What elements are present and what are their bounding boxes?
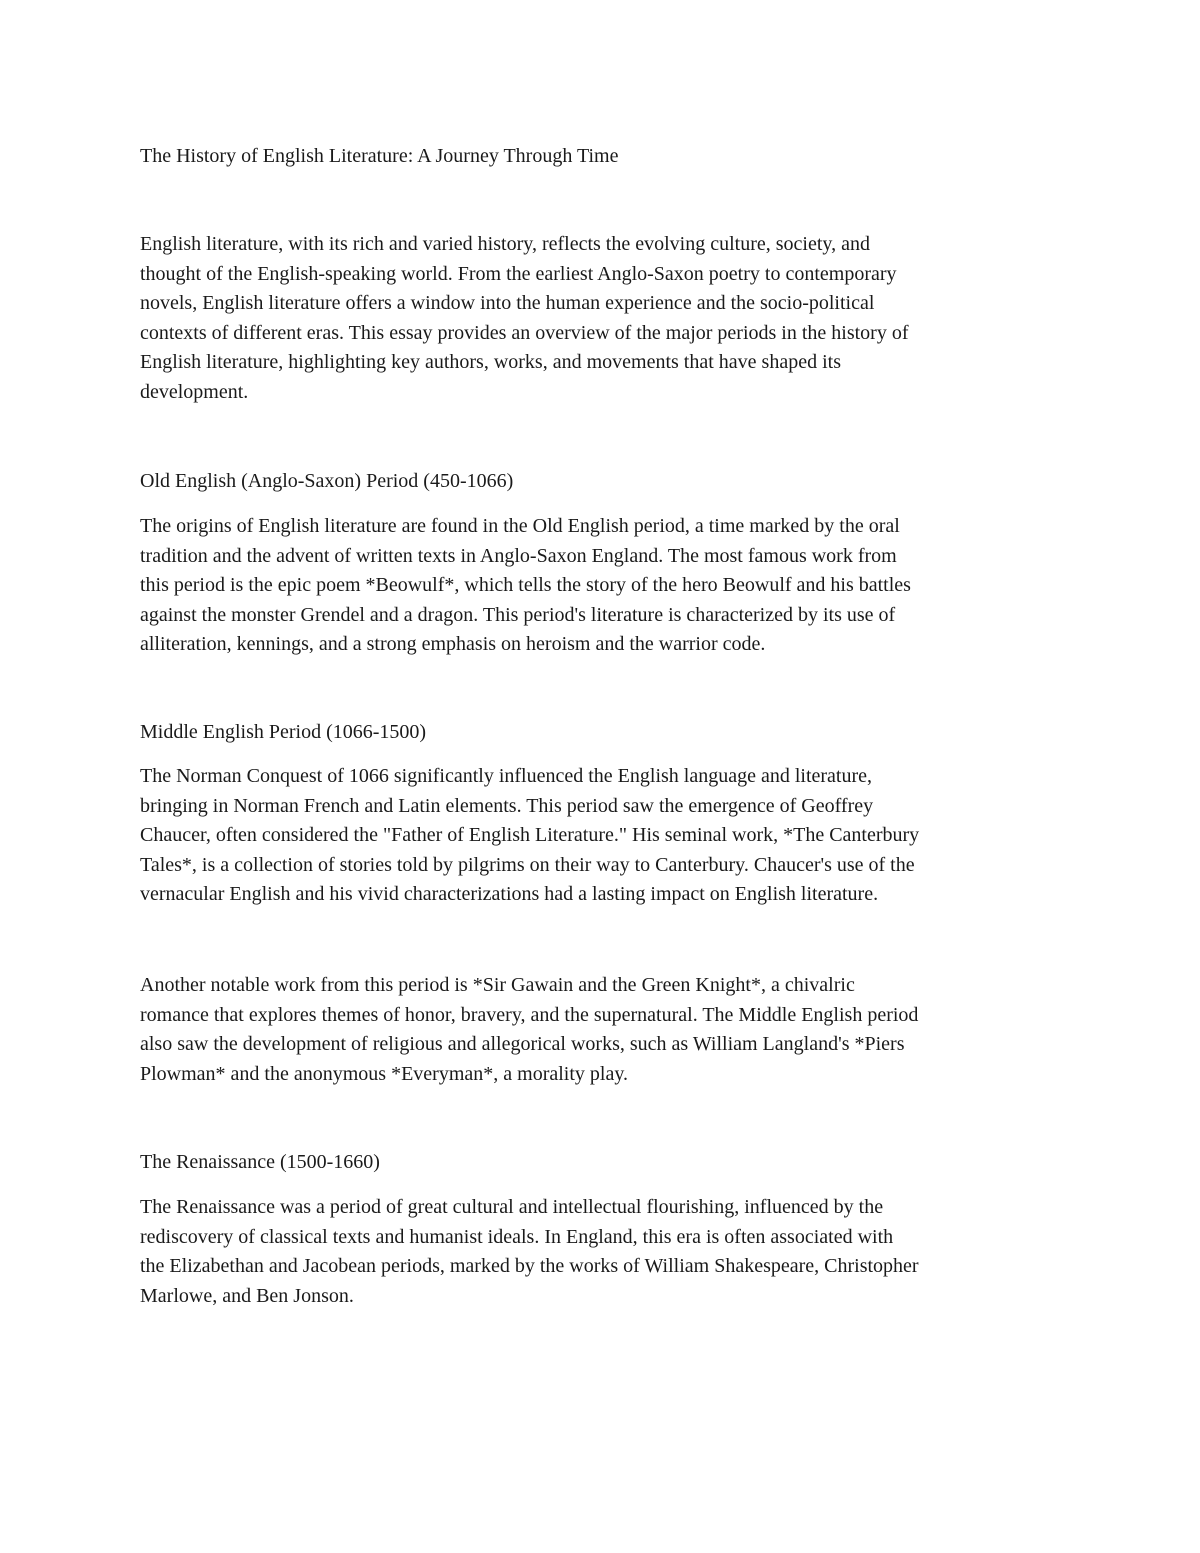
paragraph-line: thought of the English-speaking world. From the earliest Anglo-Saxon poetry to contemporary xyxy=(140,262,897,285)
paragraph-line: development. xyxy=(140,380,249,403)
section-heading-middle-english xyxy=(140,718,1070,748)
paragraph-line: Plowman* and the anonymous *Everyman*, a morality play. xyxy=(140,1062,629,1085)
paragraph-line: also saw the development of religious and allegorical works, such as William Langland's *Piers xyxy=(140,1033,905,1055)
paragraph-line: tradition and the advent of written texts in Anglo-Saxon England. The most famous work from xyxy=(140,544,897,567)
paragraph-line: vernacular English and his vivid characterizations had a lasting impact on English literature. xyxy=(140,883,879,905)
paragraph-line: Chaucer, often considered the "Father of English Literature." His seminal work, *The Canterbury xyxy=(140,824,920,846)
heading-line: Old English (Anglo-Saxon) Period (450-1066) xyxy=(140,470,514,492)
paragraph-line: The Renaissance was a period of great cultural and intellectual flourishing, influenced by the xyxy=(140,1196,884,1218)
section-heading-renaissance xyxy=(140,1148,1070,1178)
middle-english-paragraph-2 xyxy=(140,971,1070,1089)
paragraph-line: bringing in Norman French and Latin elements. This period saw the emergence of Geoffrey xyxy=(140,794,874,817)
heading-line: Middle English Period (1066-1500) xyxy=(140,721,427,743)
document-title xyxy=(140,142,1070,172)
title-line: The History of English Literature: A Journey Through Time xyxy=(140,145,619,167)
middle-english-paragraph-1 xyxy=(140,762,1070,910)
paragraph-line: Marlowe, and Ben Jonson. xyxy=(140,1284,354,1307)
paragraph-line: Tales*, is a collection of stories told by pilgrims on their way to Canterbury. Chaucer's use of the xyxy=(140,853,915,876)
paragraph-line: English literature, with its rich and varied history, reflects the evolving culture, society, and xyxy=(140,233,870,255)
paragraph-line: contexts of different eras. This essay provides an overview of the major periods in the history of xyxy=(140,321,909,344)
intro-paragraph xyxy=(140,230,1070,407)
paragraph-line: alliteration, kennings, and a strong emphasis on heroism and the warrior code. xyxy=(140,633,766,655)
renaissance-paragraph xyxy=(140,1193,1070,1311)
paragraph-line: English literature, highlighting key authors, works, and movements that have shaped its xyxy=(140,351,841,373)
paragraph-line: romance that explores themes of honor, bravery, and the supernatural. The Middle English period xyxy=(140,1003,919,1026)
paragraph-line: the Elizabethan and Jacobean periods, marked by the works of William Shakespeare, Christopher xyxy=(140,1255,919,1277)
section-heading-old-english xyxy=(140,467,1070,497)
paragraph-line: Another notable work from this period is *Sir Gawain and the Green Knight*, a chivalric xyxy=(140,974,855,996)
paragraph-line: rediscovery of classical texts and humanist ideals. In England, this era is often associated with xyxy=(140,1225,894,1248)
old-english-paragraph xyxy=(140,512,1070,660)
paragraph-line: novels, English literature offers a window into the human experience and the socio-political xyxy=(140,292,875,314)
paragraph-line: this period is the epic poem *Beowulf*, which tells the story of the hero Beowulf and his battles xyxy=(140,574,911,596)
paragraph-line: The Norman Conquest of 1066 significantly influenced the English language and literature, xyxy=(140,765,873,787)
paragraph-line: against the monster Grendel and a dragon. This period's literature is characterized by its use of xyxy=(140,603,896,626)
heading-line: The Renaissance (1500-1660) xyxy=(140,1151,380,1173)
paragraph-line: The origins of English literature are found in the Old English period, a time marked by the oral xyxy=(140,515,900,537)
